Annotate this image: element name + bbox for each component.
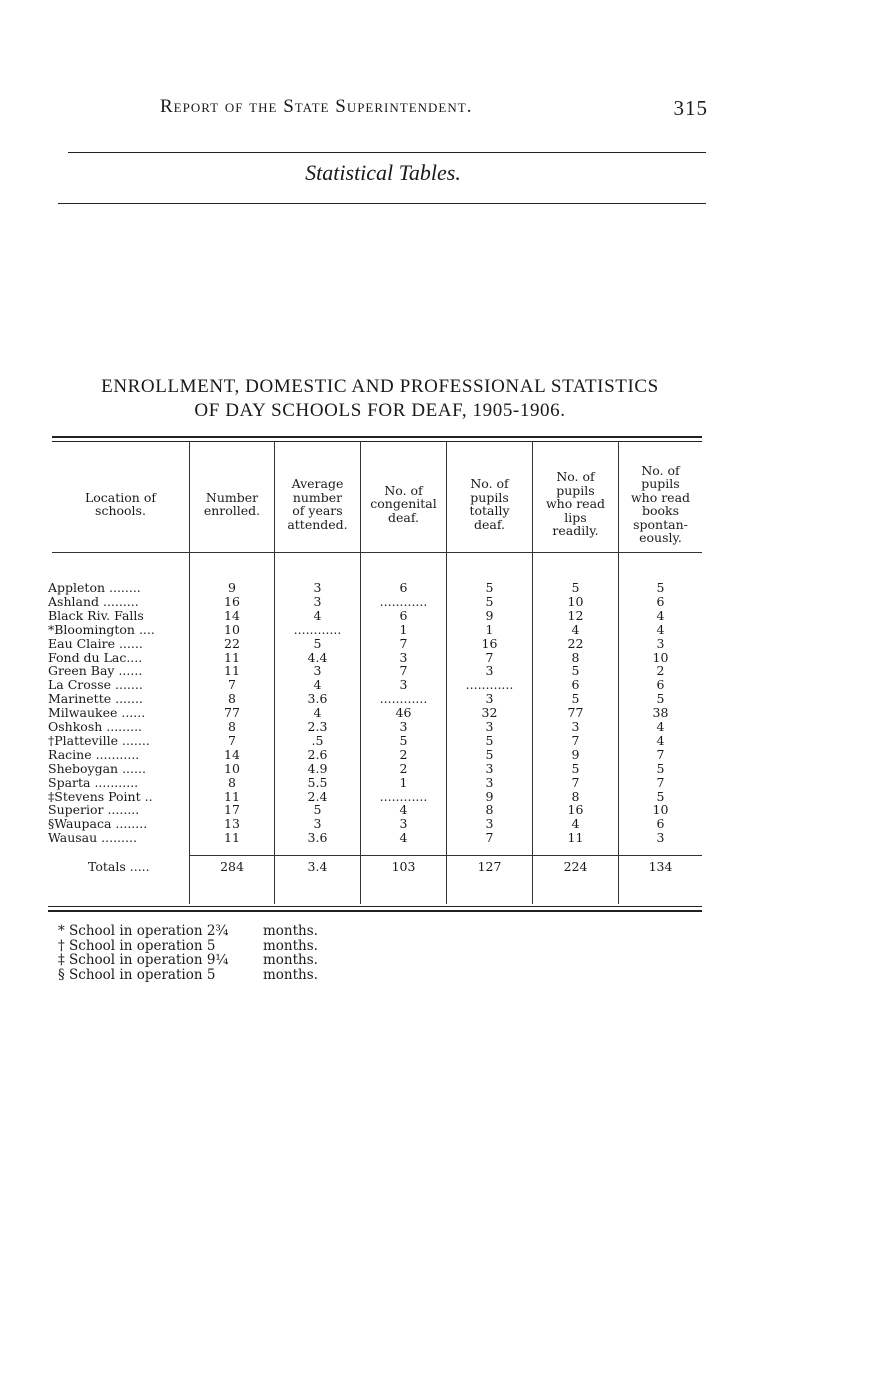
totals-label: Totals ..... [88, 859, 150, 874]
enrolled-cell: 10 [224, 760, 240, 776]
footnote-text: § School in operation 5 [58, 966, 216, 983]
read-lips-cell: 22 [567, 635, 584, 651]
congenital-deaf-cell: 5 [399, 732, 408, 748]
congenital-deaf-cell: 7 [399, 663, 408, 679]
totally-deaf-cell: 8 [485, 802, 494, 818]
page-number: 315 [673, 96, 708, 120]
totally-deaf-cell: 7 [485, 649, 494, 665]
read-books-cell: 5 [656, 691, 665, 707]
school-location-cell: Appleton ........ [48, 580, 141, 595]
years-attended-cell: 4 [313, 607, 322, 623]
congenital-deaf-cell: ............ [379, 593, 428, 609]
school-location-cell: Wausau ......... [48, 830, 137, 846]
read-lips-cell: 8 [571, 649, 580, 665]
read-lips-cell: 9 [571, 746, 580, 762]
read-lips-cell: 7 [571, 732, 580, 748]
total-congenital-deaf: 103 [391, 859, 416, 874]
school-location-cell: ‡Stevens Point .. [48, 788, 153, 804]
table-row [48, 760, 702, 776]
read-books-cell: 6 [656, 677, 665, 693]
read-books-cell: 7 [656, 746, 665, 762]
table-row [48, 830, 702, 846]
footnote-unit: months. [263, 966, 318, 983]
congenital-deaf-cell: ............ [379, 788, 428, 804]
congenital-deaf-cell: 1 [399, 621, 408, 637]
school-location-cell: La Crosse ....... [48, 677, 143, 693]
enrolled-cell: 8 [228, 774, 236, 790]
section-title: Statistical Tables. [305, 160, 461, 185]
enrolled-cell: 22 [224, 635, 240, 651]
enrolled-cell: 11 [224, 663, 240, 679]
years-attended-cell: 3 [313, 580, 322, 595]
totally-deaf-cell: 3 [485, 663, 494, 679]
header-rule [68, 152, 706, 153]
total-read-lips: 224 [563, 859, 588, 874]
congenital-deaf-cell: 4 [399, 830, 408, 846]
school-location-cell: Ashland ......... [48, 593, 139, 609]
read-books-cell: 6 [656, 593, 665, 609]
congenital-deaf-cell: 3 [399, 719, 408, 734]
table-row [48, 621, 702, 637]
footnote-unit: months. [263, 952, 318, 968]
totally-deaf-cell: 16 [481, 635, 498, 651]
totally-deaf-cell: ............ [465, 677, 514, 693]
totally-deaf-cell: 1 [485, 621, 494, 637]
read-books-cell: 7 [656, 774, 665, 790]
totally-deaf-cell: 3 [485, 760, 494, 776]
enrolled-cell: 14 [224, 746, 240, 762]
totally-deaf-cell: 5 [485, 746, 494, 762]
school-location-cell: §Waupaca ........ [48, 816, 148, 832]
table-row [48, 732, 702, 748]
footnote-unit: months. [263, 937, 318, 954]
header-separator [52, 552, 702, 553]
totally-deaf-cell: 3 [485, 774, 494, 790]
congenital-deaf-cell: 3 [399, 816, 408, 832]
congenital-deaf-cell: 4 [399, 802, 408, 818]
enrolled-cell: 7 [228, 677, 236, 693]
read-books-cell: 5 [656, 760, 665, 776]
congenital-deaf-cell: 2 [399, 746, 408, 762]
congenital-deaf-cell: 6 [399, 607, 408, 623]
read-lips-cell: 3 [571, 719, 580, 734]
table-row [48, 788, 702, 804]
years-attended-cell: 2.6 [307, 746, 328, 762]
column-header-read-books: No. of pupils who read books spontan- eously. [630, 462, 691, 545]
school-location-cell: *Bloomington .... [48, 621, 155, 637]
read-books-cell: 5 [656, 580, 665, 595]
enrolled-cell: 14 [224, 607, 240, 623]
enrolled-cell: 8 [228, 691, 236, 707]
total-enrolled: 284 [220, 859, 244, 874]
footnote-text: † School in operation 5 [58, 937, 216, 954]
read-lips-cell: 16 [567, 802, 584, 818]
column-header-congenital-deaf: No. of congenital deaf. [370, 482, 437, 525]
read-books-cell: 2 [656, 663, 665, 679]
congenital-deaf-cell: ............ [379, 691, 428, 707]
enrolled-cell: 8 [228, 719, 236, 734]
running-title: Report of the State Superintendent. [160, 96, 473, 117]
totally-deaf-cell: 5 [485, 732, 494, 748]
enrolled-cell: 17 [224, 802, 240, 818]
table-row [48, 774, 702, 790]
enrolled-cell: 10 [224, 621, 240, 637]
congenital-deaf-cell: 3 [399, 677, 408, 693]
read-lips-cell: 4 [571, 816, 580, 832]
totally-deaf-cell: 3 [485, 816, 494, 832]
read-books-cell: 4 [656, 607, 665, 623]
enrolled-cell: 77 [224, 705, 240, 721]
years-attended-cell: 4.4 [307, 649, 328, 665]
footnote-text: ‡ School in operation 9¼ [58, 952, 229, 968]
read-lips-cell: 11 [567, 830, 584, 846]
school-location-cell: Oshkosh ......... [48, 719, 143, 734]
school-location-cell: Racine ........... [48, 746, 140, 762]
table-row [48, 677, 702, 693]
table-title-line-1: ENROLLMENT, DOMESTIC AND PROFESSIONAL STATISTICS [101, 376, 659, 397]
totals-row [52, 859, 702, 875]
enrolled-cell: 7 [228, 732, 236, 748]
totally-deaf-cell: 9 [485, 607, 494, 623]
read-lips-cell: 8 [571, 788, 580, 804]
totally-deaf-cell: 7 [485, 830, 494, 846]
table-top-double-rule [52, 436, 702, 442]
read-lips-cell: 77 [567, 705, 584, 721]
table-row [48, 649, 702, 665]
enrolled-cell: 13 [224, 816, 240, 832]
totally-deaf-cell: 32 [481, 705, 498, 721]
read-lips-cell: 5 [571, 760, 580, 776]
read-lips-cell: 5 [571, 580, 580, 595]
totally-deaf-cell: 3 [485, 691, 494, 707]
column-header-read-lips: No. of pupils who read lips readily. [545, 469, 606, 539]
congenital-deaf-cell: 3 [399, 649, 408, 665]
table-heading [40, 375, 720, 423]
years-attended-cell: 2.3 [307, 719, 328, 734]
years-attended-cell: 5 [313, 635, 322, 651]
table-row [48, 580, 702, 595]
school-location-cell: Eau Claire ...... [48, 635, 143, 651]
read-lips-cell: 6 [571, 677, 580, 693]
read-lips-cell: 5 [571, 663, 580, 679]
enrolled-cell: 11 [224, 649, 240, 665]
column-header-location: Location of schools. [84, 489, 156, 518]
totally-deaf-cell: 5 [485, 593, 494, 609]
totally-deaf-cell: 9 [485, 788, 494, 804]
congenital-deaf-cell: 1 [399, 774, 408, 790]
table-row [48, 635, 702, 651]
read-books-cell: 4 [656, 621, 665, 637]
school-location-cell: Milwaukee ...... [48, 705, 146, 721]
table-title-line-2: OF DAY SCHOOLS FOR DEAF, 1905-1906. [194, 400, 566, 421]
school-location-cell: Marinette ....... [48, 691, 143, 707]
school-location-cell: Fond du Lac.... [48, 649, 143, 665]
read-lips-cell: 10 [567, 593, 584, 609]
table-row [48, 802, 702, 818]
school-location-cell: Black Riv. Falls [48, 607, 144, 623]
statistics-table [48, 436, 702, 912]
table-row [48, 816, 702, 832]
read-books-cell: 4 [656, 732, 665, 748]
totally-deaf-cell: 5 [485, 580, 494, 595]
table-row [48, 746, 702, 762]
congenital-deaf-cell: 2 [399, 760, 408, 776]
totally-deaf-cell: 3 [485, 719, 494, 734]
years-attended-cell: 4.9 [307, 760, 328, 776]
table-row [48, 607, 702, 623]
total-totally-deaf: 127 [477, 859, 502, 874]
read-books-cell: 10 [652, 649, 669, 665]
school-location-cell: Sparta ........... [48, 774, 139, 790]
school-location-cell: Superior ........ [48, 802, 140, 818]
years-attended-cell: 3.6 [307, 691, 328, 707]
school-location-cell: Sheboygan ...... [48, 760, 146, 776]
enrolled-cell: 11 [224, 830, 240, 846]
column-header-enrolled: Number enrolled. [203, 489, 261, 518]
footnote-text: * School in operation 2¾ [58, 923, 229, 939]
enrolled-cell: 9 [228, 580, 236, 595]
congenital-deaf-cell: 7 [399, 635, 408, 651]
read-books-cell: 6 [656, 816, 665, 832]
years-attended-cell: 3 [313, 663, 322, 679]
years-attended-cell: 4 [313, 705, 322, 721]
years-attended-cell: 5.5 [307, 774, 328, 790]
table-row [48, 705, 702, 721]
table-row [48, 663, 702, 679]
years-attended-cell: 2.4 [307, 788, 328, 804]
read-books-cell: 4 [656, 719, 665, 734]
read-books-cell: 3 [656, 830, 665, 846]
read-books-cell: 38 [652, 705, 669, 721]
congenital-deaf-cell: 6 [399, 580, 408, 595]
years-attended-cell: 5 [313, 802, 322, 818]
years-attended-cell: 4 [313, 677, 322, 693]
read-lips-cell: 4 [571, 621, 580, 637]
column-header-years-attended: Average number of years attended. [287, 476, 348, 532]
footnote-unit: months. [263, 923, 318, 939]
total-read-books: 134 [648, 859, 673, 874]
enrolled-cell: 16 [224, 593, 240, 609]
school-location-cell: Green Bay ...... [48, 663, 143, 679]
read-books-cell: 10 [652, 802, 669, 818]
years-attended-cell: 3 [313, 816, 322, 832]
years-attended-cell: 3.6 [307, 830, 328, 846]
table-row [48, 719, 702, 734]
years-attended-cell: ............ [293, 621, 342, 637]
table-row [48, 691, 702, 707]
column-header-totally-deaf: No. of pupils totally deaf. [469, 476, 510, 532]
years-attended-cell: .5 [311, 732, 324, 748]
read-lips-cell: 5 [571, 691, 580, 707]
school-location-cell: †Platteville ....... [48, 732, 150, 748]
congenital-deaf-cell: 46 [395, 705, 412, 721]
read-books-cell: 5 [656, 788, 665, 804]
section-rule [58, 203, 706, 204]
years-attended-cell: 3 [313, 593, 322, 609]
read-lips-cell: 12 [567, 607, 584, 623]
enrolled-cell: 11 [224, 788, 240, 804]
table-row [48, 593, 702, 609]
table-bottom-double-rule [48, 906, 702, 912]
total-years-attended: 3.4 [307, 859, 328, 874]
read-books-cell: 3 [656, 635, 665, 651]
read-lips-cell: 7 [571, 774, 580, 790]
